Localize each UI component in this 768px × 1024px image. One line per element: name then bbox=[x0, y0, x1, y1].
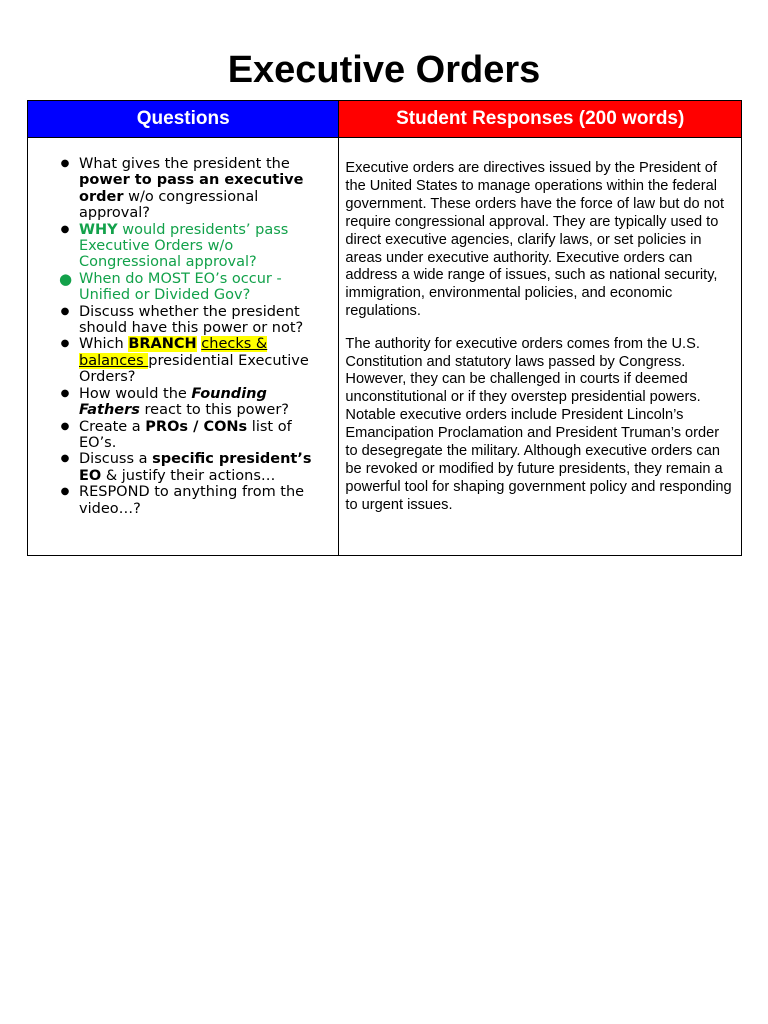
question-item-6: ● How would the Founding Fathers react to this power? bbox=[60, 385, 289, 419]
worksheet-table bbox=[27, 100, 742, 556]
question-item-4: ● Discuss whether the president should have this power or not? bbox=[60, 303, 304, 337]
question-item-5: ● Which BRANCH checks & balances presidential Executive Orders? bbox=[60, 336, 309, 386]
questions-header: Questions bbox=[28, 101, 339, 138]
question-item-1: ● What gives the president the power to pass an executive order w/o congressional approval? bbox=[60, 156, 304, 222]
header-row bbox=[28, 101, 742, 138]
bullet-icon: ● bbox=[59, 269, 73, 288]
highlighted-checks-balances: checks & balances bbox=[79, 336, 268, 369]
responses-header: Student Responses (200 words) bbox=[339, 101, 742, 138]
bullet-icon: ● bbox=[60, 305, 70, 317]
question-item-3: ● When do MOST EO’s occur - Unified or Divided Gov? bbox=[59, 269, 282, 304]
bullet-icon: ● bbox=[60, 486, 70, 498]
question-item-2: ● WHY would presidents’ pass Executive Orders w/o Congressional approval? bbox=[60, 221, 289, 271]
page-title: Executive Orders bbox=[227, 49, 541, 91]
content-row bbox=[28, 138, 742, 556]
bullet-icon: ● bbox=[60, 223, 70, 235]
bullet-icon: ● bbox=[60, 453, 70, 465]
highlighted-branch: BRANCH bbox=[128, 336, 197, 353]
bullet-icon: ● bbox=[60, 338, 70, 350]
response-paragraph-2: The authority for executive orders comes from the U.S. Constitution and statutory laws passed by Congress. However, they can be challenged in courts if deemed unconstitutional or if they overstep presidential powers. Notable executive orders include President Lincoln’s Emancipation Proclamation and President Truman’s order to desegregate the military. Although executive orders can be revoked or modified by future presidents, they remain a powerful tool for shaping government policy and responding to urgent issues. bbox=[345, 335, 732, 513]
response-paragraph-1: Executive orders are directives issued by the President of the United States to manage operations within the federal government. These orders have the force of law but do not require congressional approval. They are typically used to direct executive agencies, clarify laws, or set policies in areas under executive authority. Executive orders can address a wide range of issues, such as national security, immigration, environmental policies, and economic regulations. bbox=[345, 160, 725, 320]
student-response-text[interactable] bbox=[339, 138, 741, 515]
bullet-icon: ● bbox=[60, 158, 70, 169]
bullet-icon: ● bbox=[60, 387, 70, 399]
bullet-icon: ● bbox=[60, 420, 70, 432]
question-item-9: ● RESPOND to anything from the video…? bbox=[60, 484, 305, 517]
questions-cell bbox=[28, 138, 339, 556]
responses-cell[interactable] bbox=[339, 138, 742, 556]
questions-list bbox=[28, 138, 338, 517]
question-item-8: ● Discuss a specific president’s EO & justify their actions… bbox=[60, 451, 312, 484]
question-item-7: ● Create a PROs / CONs list of EO’s. bbox=[60, 418, 292, 451]
